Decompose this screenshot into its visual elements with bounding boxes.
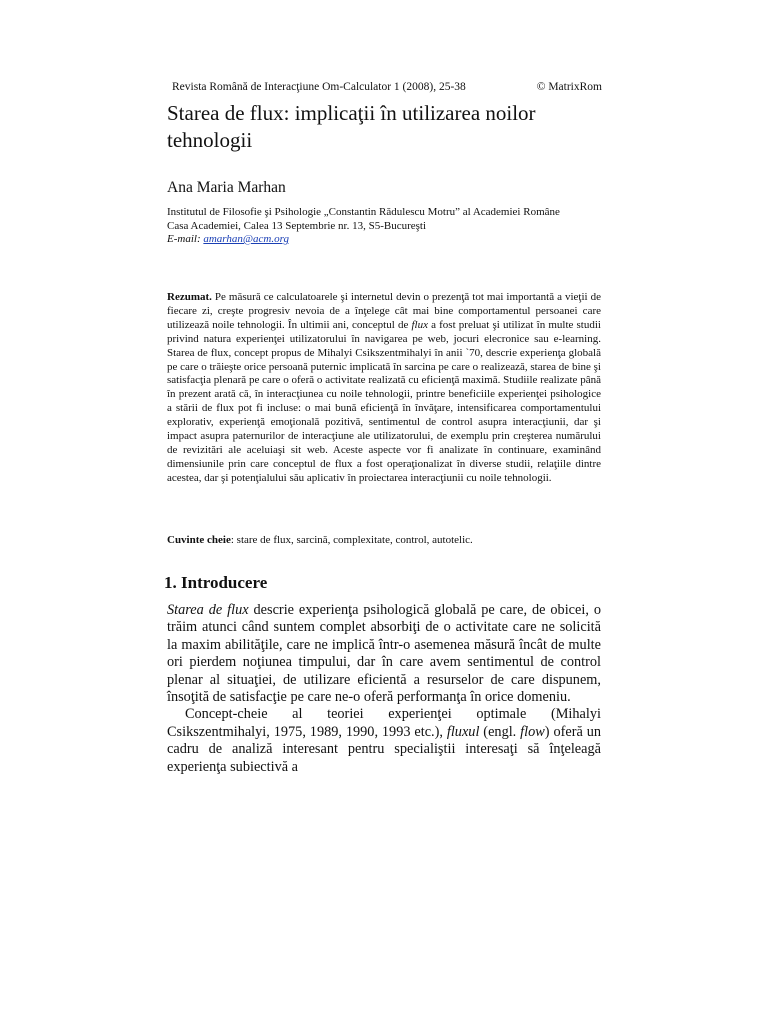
paper-title: Starea de flux: implicaţii în utilizarea noilor tehnologii (167, 101, 536, 152)
paragraph-2 (167, 706, 601, 776)
email-label: E-mail: (167, 233, 201, 245)
keywords (167, 533, 601, 547)
abstract-label: Rezumat. (167, 291, 212, 303)
running-header (172, 81, 602, 93)
paragraph-2-fluxul: fluxul (446, 723, 480, 740)
paragraph-2-flow: flow (520, 723, 545, 740)
paragraph-1-text: descrie experienţa psihologică globală pe care, de obicei, o trăim atunci când suntem complet absorbiţi de o activitate care ne solicită la maxim abilităţile, care ne implică într-o asemenea măsură încât de multe ori pierdem noţiunea timpului, dar în care avem sentimentul de control plenar al situaţiei, de utilizare eficientă a resurselor de care dispunem, însoţită de satisfacţie pe care ne-o oferă performanţa în orice domeniu. (167, 602, 601, 706)
abstract (167, 291, 601, 486)
affiliation-address: Casa Academiei, Calea 13 Septembrie nr. 13, S5-Bucureşti (167, 219, 427, 232)
section-heading-introducere: 1. Introducere (164, 573, 268, 592)
section-body (167, 602, 601, 776)
paragraph-1 (167, 602, 601, 706)
paragraph-2-text-2: (engl. (479, 723, 521, 740)
copyright-notice: © MatrixRom (536, 81, 602, 93)
email-link[interactable]: amarhan@acm.org (203, 233, 289, 245)
journal-citation: Revista Română de Interacţiune Om-Calculator 1 (2008), 25-38 (172, 81, 466, 93)
author-name: Ana Maria Marhan (167, 179, 286, 196)
author-affiliation (167, 206, 607, 247)
email-line (167, 233, 607, 247)
paragraph-2-text-1: Concept-cheie al teoriei experienţei optimale (Mihalyi Csikszentmihalyi, 1975, 1989, 1990, 1993 etc.), (167, 706, 601, 740)
abstract-text-1: Pe măsură ce calculatoarele şi internetul devin o prezenţă tot mai importantă a vieţii de fiecare zi, creşte progresiv nevoia de a înţelege cât mai bine comportamentul persoanei care utilizează noile tehnologii. În ultimii ani, conceptul de (167, 291, 601, 331)
paragraph-2-text-3: ) oferă un cadru de analiză interesant pentru specialiştii interesaţi să înţeleagă experienţa subiectivă a (167, 723, 601, 775)
keywords-label: Cuvinte cheie (167, 534, 231, 546)
paragraph-1-lead: Starea de flux (167, 602, 249, 618)
affiliation-institute: Institutul de Filosofie şi Psihologie „Constantin Rădulescu Motru” al Academiei Române (167, 206, 560, 218)
keywords-text: : stare de flux, sarcină, complexitate, control, autotelic. (230, 534, 473, 546)
abstract-text-2: a fost preluat şi utilizat în multe studii privind natura experienţei utilizatorului în navigarea pe web, jocuri elecronice sau e-learning. Starea de flux, concept propus de Mihalyi Csikszentmihalyi în anii `70, descrie experienţa globală pe care o trăieşte orice persoană puternic implicată în sarcina pe care o realizează, starea de bine şi satisfacţia plenară pe care o oferă o activitate realizată cu eficienţă maximă. Studiile realizate până în prezent arată că, în interacţiunea cu noile tehnologii, printre beneficiile experienţei psihologice a stării de flux pot fi incluse: o mai bună eficienţă în învăţare, intensificarea comportamentului explorativ, experienţă emoţională pozitivă, sentimentul de control asupra interacţiunii, dar şi impact asupra paternurilor de interacţiune ale utilizatorului, de exemplu prin creşterea numărului de revizitări ale aceluiaşi sit web. Aceste aspecte vor fi analizate în continuare, examinând dimensiunile prin care conceptul de flux a fost operaţionalizat în diverse studii, relaţiile dintre acestea, dar şi potenţialului său aplicativ în proiectarea interacţiunii cu noile tehnologii. (167, 318, 601, 484)
abstract-flux-term: flux (411, 318, 428, 331)
